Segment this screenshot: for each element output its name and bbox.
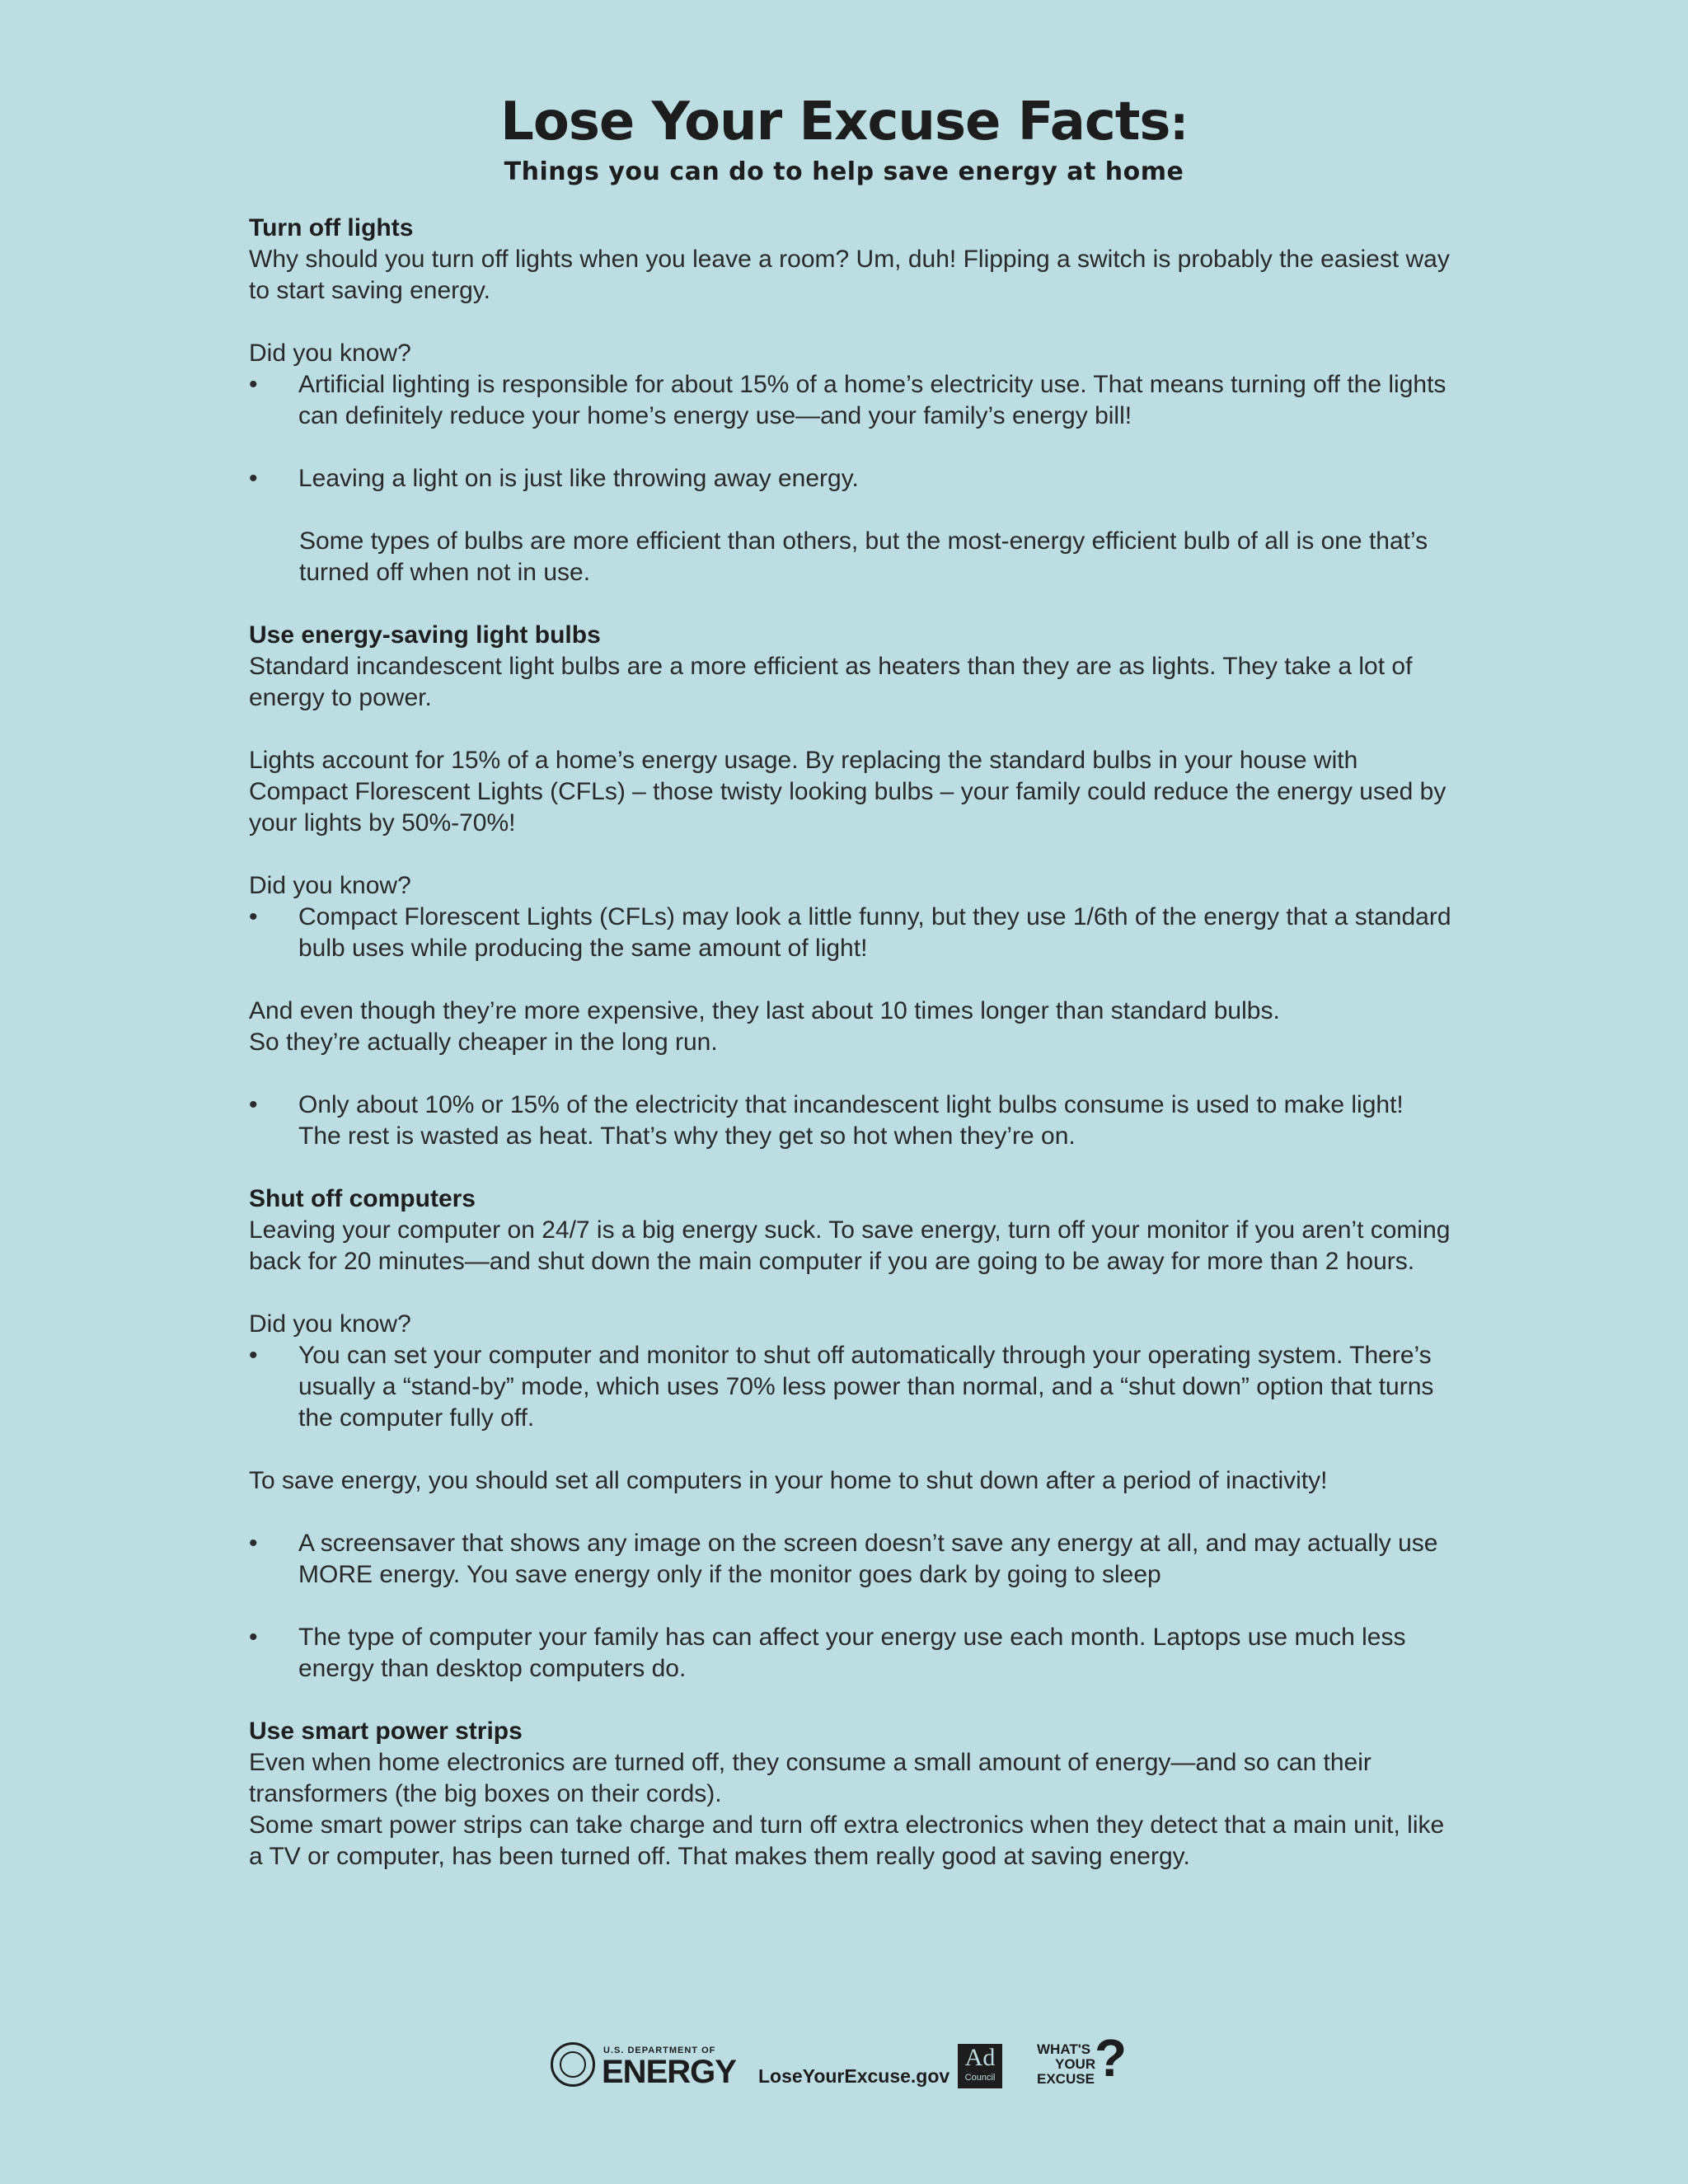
bullet-icon: • bbox=[249, 1530, 258, 1557]
section-intro: Standard incandescent light bulbs are a more efficient as heaters than they are as lights. They take a lot of energy to power. bbox=[249, 653, 1413, 711]
header bbox=[0, 89, 1688, 187]
bullet-icon: • bbox=[249, 1342, 258, 1369]
list-item bbox=[249, 1090, 1452, 1152]
main-content bbox=[249, 213, 1452, 1904]
section-paragraph: And even though they’re more expensive, they last about 10 times longer than standard bulbs. bbox=[249, 997, 1280, 1024]
section-paragraph: Lights account for 15% of a home’s energy usage. By replacing the standard bulbs in your house with Compact Florescent Lights (CFLs) – those twisty looking bulbs – your family could reduce the energy used by your lights by 50%-70%! bbox=[249, 747, 1447, 837]
section-title: Turn off lights bbox=[249, 214, 414, 241]
section-paragraph: To save energy, you should set all computers in your home to shut down after a period of inactivity! bbox=[249, 1467, 1328, 1494]
did-you-know-label: Did you know? bbox=[249, 340, 411, 367]
bullet-icon: • bbox=[249, 1624, 258, 1651]
ad-council-logo-ad: Ad bbox=[964, 2044, 996, 2071]
page-subtitle: Things you can do to help save energy at home bbox=[504, 157, 1184, 186]
question-mark-icon: ? bbox=[1095, 2028, 1128, 2088]
section-title: Shut off computers bbox=[249, 1185, 476, 1212]
ad-council-logo bbox=[958, 2044, 1002, 2088]
did-you-know-label: Did you know? bbox=[249, 872, 411, 899]
bullet-icon: • bbox=[249, 1091, 258, 1118]
list-item bbox=[249, 463, 1452, 494]
list-item bbox=[249, 1622, 1452, 1685]
bullet-note: Some types of bulbs are more efficient than others, but the most-energy efficient bulb of all is one that’s turned off when not in use. bbox=[299, 527, 1428, 586]
doe-seal-icon bbox=[551, 2042, 595, 2087]
section-shut-off-computers bbox=[249, 1183, 1452, 1685]
doe-logo-small-text: U.S. DEPARTMENT OF bbox=[603, 2046, 716, 2055]
bullet-icon: • bbox=[249, 465, 258, 492]
section-paragraph: Even when home electronics are turned off, they consume a small amount of energy—and so can their transformers (the big boxes on their cords). bbox=[249, 1749, 1372, 1807]
doe-logo-text: ENERGY bbox=[602, 2054, 736, 2090]
footer-logos bbox=[0, 2018, 1688, 2090]
bullet-text: Only about 10% or 15% of the electricity that incandescent light bulbs consume is used to make light! The rest is wasted as heat. That’s why they get so hot when they’re on. bbox=[298, 1091, 1404, 1150]
page-title bbox=[0, 89, 1688, 157]
bullet-text: Artificial lighting is responsible for about 15% of a home’s electricity use. That means turning off the lights can definitely reduce your home’s energy use—and your family’s energy bill! bbox=[298, 371, 1447, 429]
title-text: Lose Your Excuse Facts bbox=[500, 91, 1170, 152]
section-title: Use energy-saving light bulbs bbox=[249, 621, 601, 649]
bullet-text: You can set your computer and monitor to shut off automatically through your operating system. There’s usually a “stand-by” mode, which uses 70% less power than normal, and a “shut down” option that turns the computer fully off. bbox=[298, 1342, 1434, 1432]
section-title: Use smart power strips bbox=[249, 1718, 523, 1745]
bullet-text: Compact Florescent Lights (CFLs) may look a little funny, but they use 1/6th of the energy that a standard bulb uses while producing the same amount of light! bbox=[298, 903, 1451, 962]
section-paragraph: So they’re actually cheaper in the long run. bbox=[249, 1029, 718, 1056]
did-you-know-label: Did you know? bbox=[249, 1310, 411, 1338]
bullet-text: Leaving a light on is just like throwing away energy. bbox=[298, 465, 859, 492]
section-energy-saving-bulbs bbox=[249, 620, 1452, 1152]
bullet-text: The type of computer your family has can affect your energy use each month. Laptops use much less energy than desktop computers do. bbox=[298, 1624, 1406, 1682]
bullet-icon: • bbox=[249, 371, 258, 398]
website-link[interactable]: LoseYourExcuse.gov bbox=[758, 2065, 950, 2087]
list-item bbox=[249, 1340, 1452, 1434]
section-smart-power-strips bbox=[249, 1716, 1452, 1872]
section-turn-off-lights bbox=[249, 213, 1452, 588]
whats-your-excuse-logo bbox=[1037, 2028, 1136, 2097]
bullet-text: A screensaver that shows any image on the screen doesn’t save any energy at all, and may actually use MORE energy. You save energy only if the monitor goes dark by going to sleep bbox=[298, 1530, 1438, 1588]
wye-logo-line: EXCUSE bbox=[1037, 2071, 1095, 2087]
section-intro: Leaving your computer on 24/7 is a big energy suck. To save energy, turn off your monitor if you aren’t coming back for 20 minutes—and shut down the main computer if you are going to be away for more than 2 hours. bbox=[249, 1216, 1451, 1275]
wye-logo-line: WHAT'S bbox=[1037, 2041, 1091, 2057]
list-item bbox=[249, 1528, 1452, 1591]
section-paragraph: Some smart power strips can take charge and turn off extra electronics when they detect that a main unit, like a TV or computer, has been turned off. That makes them really good at saving energy. bbox=[249, 1811, 1445, 1870]
section-intro: Why should you turn off lights when you leave a room? Um, duh! Flipping a switch is probably the easiest way to start saving energy. bbox=[249, 246, 1450, 304]
ad-council-logo-council: Council bbox=[964, 2073, 996, 2083]
list-item bbox=[249, 369, 1452, 432]
list-item bbox=[249, 902, 1452, 964]
wye-logo-line: YOUR bbox=[1055, 2056, 1096, 2072]
bullet-icon: • bbox=[249, 903, 258, 930]
title-colon: : bbox=[1170, 97, 1188, 151]
